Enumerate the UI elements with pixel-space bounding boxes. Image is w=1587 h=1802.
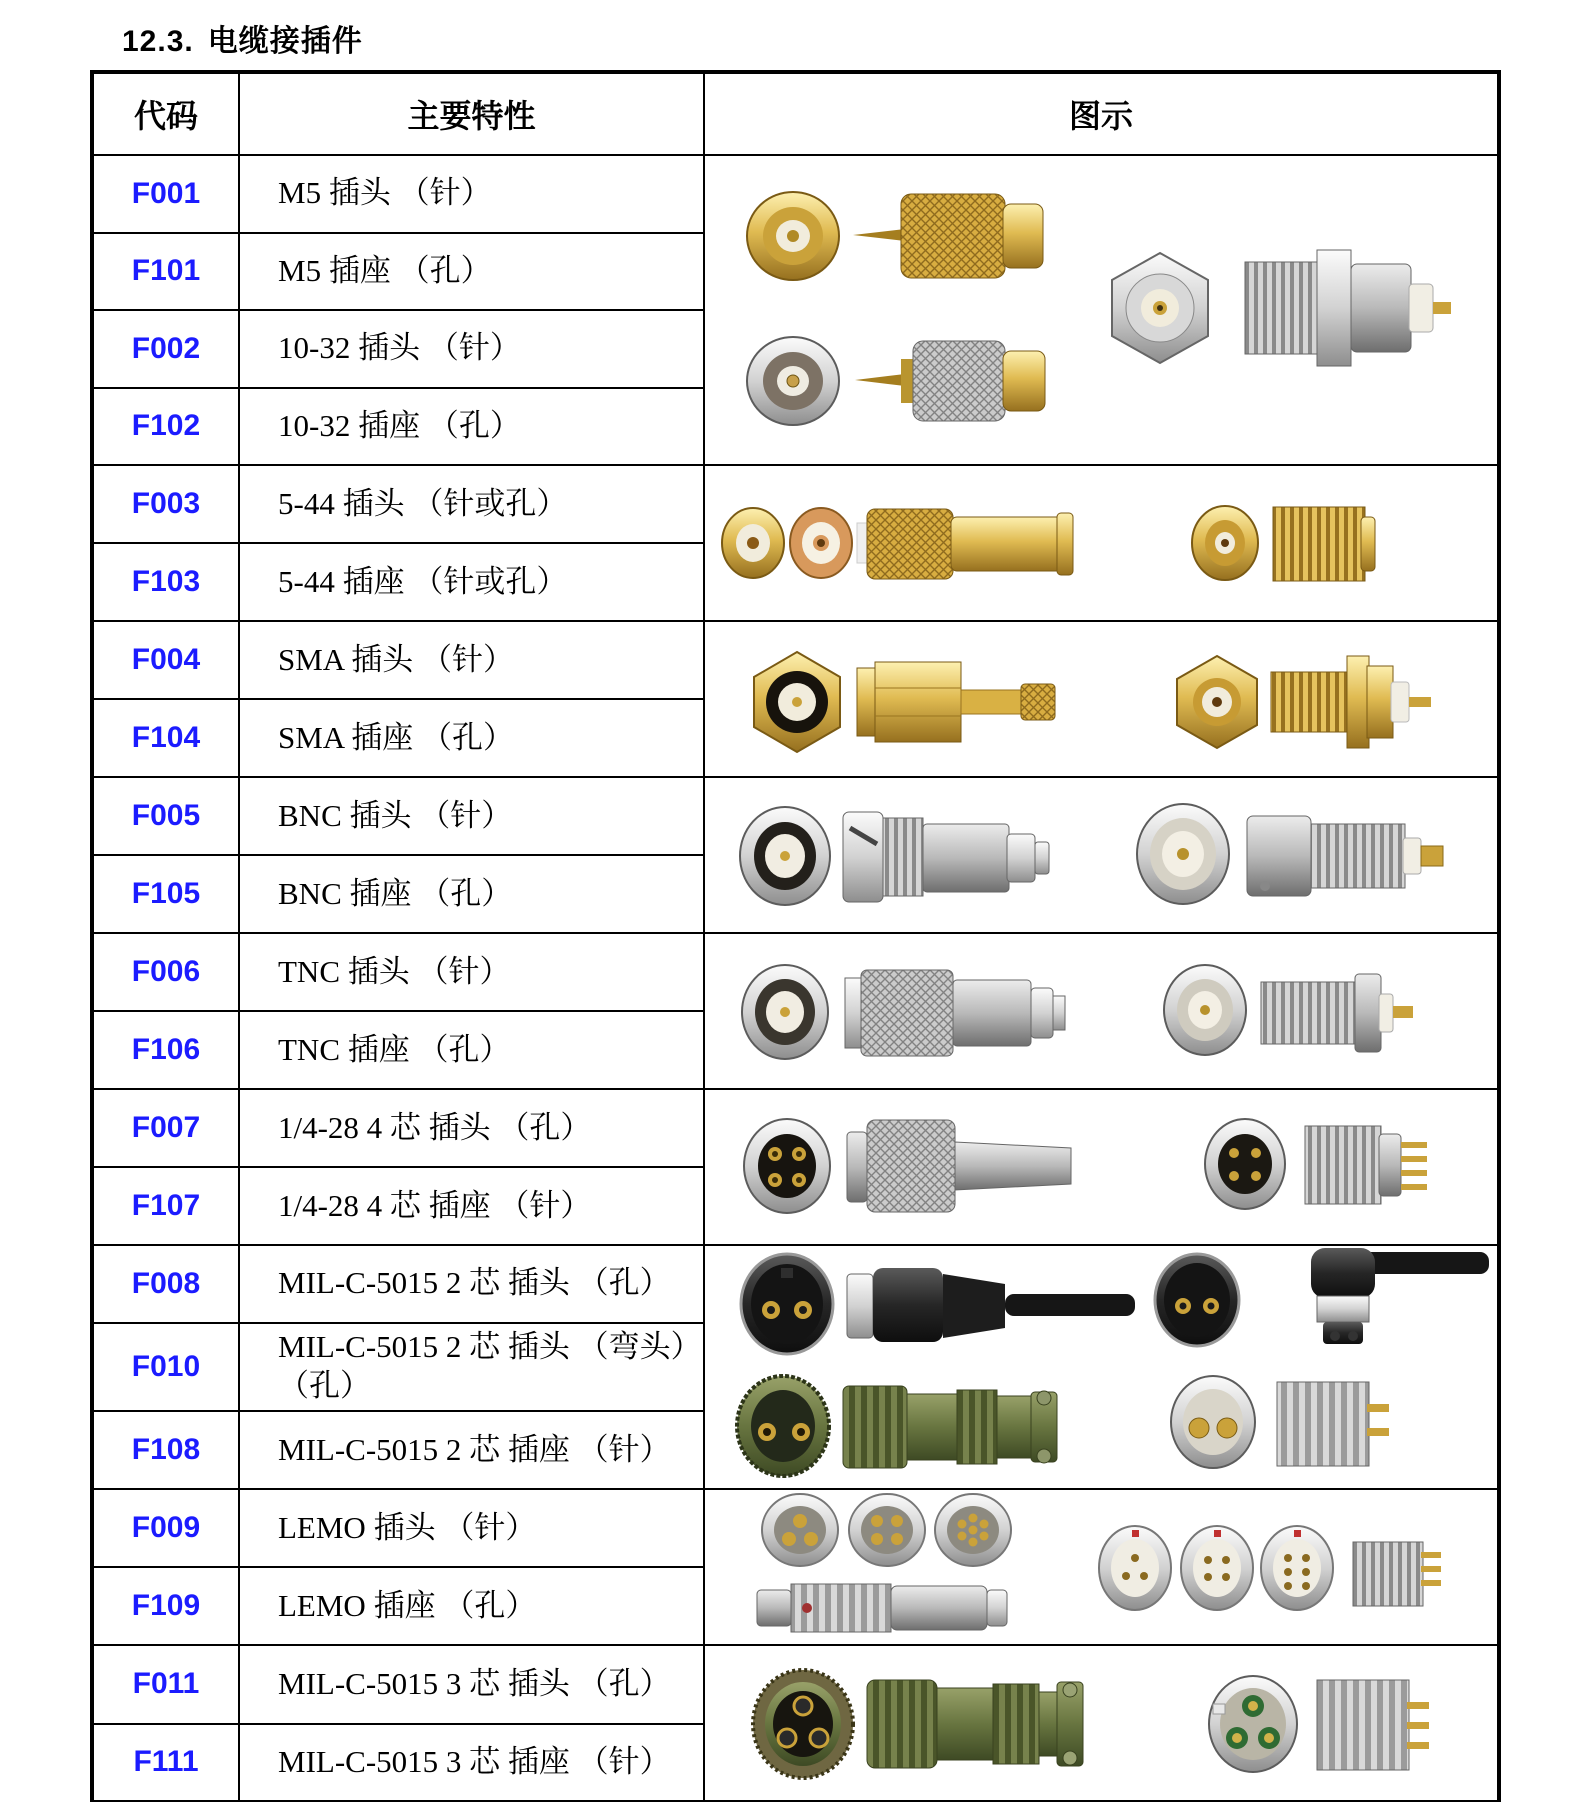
section-title	[0, 0, 1587, 70]
illustration-cell-5-44	[704, 465, 1499, 621]
5-44-connectors-photo	[705, 466, 1500, 620]
feature-cell: SMA 插头 （针）	[239, 621, 704, 699]
feature-cell: MIL-C-5015 3 芯 插座 （针）	[239, 1724, 704, 1802]
code-cell: F002	[92, 310, 239, 388]
code-cell: F009	[92, 1489, 239, 1567]
m5-and-10-32-connectors-photo	[705, 156, 1500, 464]
table-row	[92, 1645, 1499, 1724]
illustration-cell-m5-10-32	[704, 155, 1499, 465]
table-row	[92, 465, 1499, 543]
table-row	[92, 155, 1499, 233]
code-cell: F001	[92, 155, 239, 233]
code-cell: F003	[92, 465, 239, 543]
section-number: 12.3.	[122, 25, 194, 58]
feature-cell: MIL-C-5015 2 芯 插头 （孔）	[239, 1245, 704, 1323]
feature-cell: TNC 插座 （孔）	[239, 1011, 704, 1089]
code-cell: F101	[92, 233, 239, 311]
section-title-text: 电缆接插件	[207, 25, 363, 58]
code-cell: F111	[92, 1724, 239, 1802]
connector-table	[90, 70, 1501, 1802]
code-cell: F104	[92, 699, 239, 777]
code-cell: F006	[92, 933, 239, 1011]
code-cell: F011	[92, 1645, 239, 1724]
header-feature: 主要特性	[239, 72, 704, 155]
code-cell: F005	[92, 777, 239, 855]
feature-cell: SMA 插座 （孔）	[239, 699, 704, 777]
table-row	[92, 777, 1499, 855]
feature-cell: 10-32 插座 （孔）	[239, 388, 704, 466]
code-cell: F107	[92, 1167, 239, 1245]
mil-c-5015-2pin-connectors-photo	[705, 1246, 1500, 1488]
feature-cell: 1/4-28 4 芯 插头 （孔）	[239, 1089, 704, 1167]
header-code: 代码	[92, 72, 239, 155]
feature-cell: MIL-C-5015 2 芯 插座 （针）	[239, 1411, 704, 1489]
feature-cell: LEMO 插头 （针）	[239, 1489, 704, 1567]
feature-cell: 5-44 插座 （针或孔）	[239, 543, 704, 621]
tnc-connectors-photo	[705, 934, 1500, 1088]
code-cell: F102	[92, 388, 239, 466]
illustration-cell-mil-3pin	[704, 1645, 1499, 1802]
illustration-cell-mil-2pin	[704, 1245, 1499, 1489]
code-cell: F106	[92, 1011, 239, 1089]
table-row	[92, 621, 1499, 699]
table-row	[92, 933, 1499, 1011]
feature-cell: MIL-C-5015 2 芯 插头 （弯头）（孔）	[239, 1323, 704, 1412]
feature-cell: BNC 插座 （孔）	[239, 855, 704, 933]
illustration-cell-lemo	[704, 1489, 1499, 1645]
feature-cell: MIL-C-5015 3 芯 插头 （孔）	[239, 1645, 704, 1724]
table-row	[92, 1089, 1499, 1167]
code-cell: F004	[92, 621, 239, 699]
header-illustration: 图示	[704, 72, 1499, 155]
feature-cell: 5-44 插头 （针或孔）	[239, 465, 704, 543]
feature-cell: BNC 插头 （针）	[239, 777, 704, 855]
code-cell: F010	[92, 1323, 239, 1412]
illustration-cell-bnc	[704, 777, 1499, 933]
table-row	[92, 1489, 1499, 1567]
code-cell: F108	[92, 1411, 239, 1489]
code-cell: F007	[92, 1089, 239, 1167]
feature-cell: M5 插座 （孔）	[239, 233, 704, 311]
mil-c-5015-3pin-connectors-photo	[705, 1646, 1500, 1800]
illustration-cell-sma	[704, 621, 1499, 777]
lemo-connectors-photo	[705, 1490, 1500, 1644]
code-cell: F008	[92, 1245, 239, 1323]
feature-cell: M5 插头 （针）	[239, 155, 704, 233]
sma-connectors-photo	[705, 622, 1500, 776]
feature-cell: TNC 插头 （针）	[239, 933, 704, 1011]
quarter-28-4pin-connectors-photo	[705, 1090, 1500, 1244]
code-cell: F105	[92, 855, 239, 933]
feature-cell: 1/4-28 4 芯 插座 （针）	[239, 1167, 704, 1245]
feature-cell: LEMO 插座 （孔）	[239, 1567, 704, 1645]
code-cell: F103	[92, 543, 239, 621]
bnc-connectors-photo	[705, 778, 1500, 932]
code-cell: F109	[92, 1567, 239, 1645]
feature-cell: 10-32 插头 （针）	[239, 310, 704, 388]
table-header-row	[92, 72, 1499, 155]
table-row	[92, 1245, 1499, 1323]
illustration-cell-tnc	[704, 933, 1499, 1089]
illustration-cell-quarter-28	[704, 1089, 1499, 1245]
